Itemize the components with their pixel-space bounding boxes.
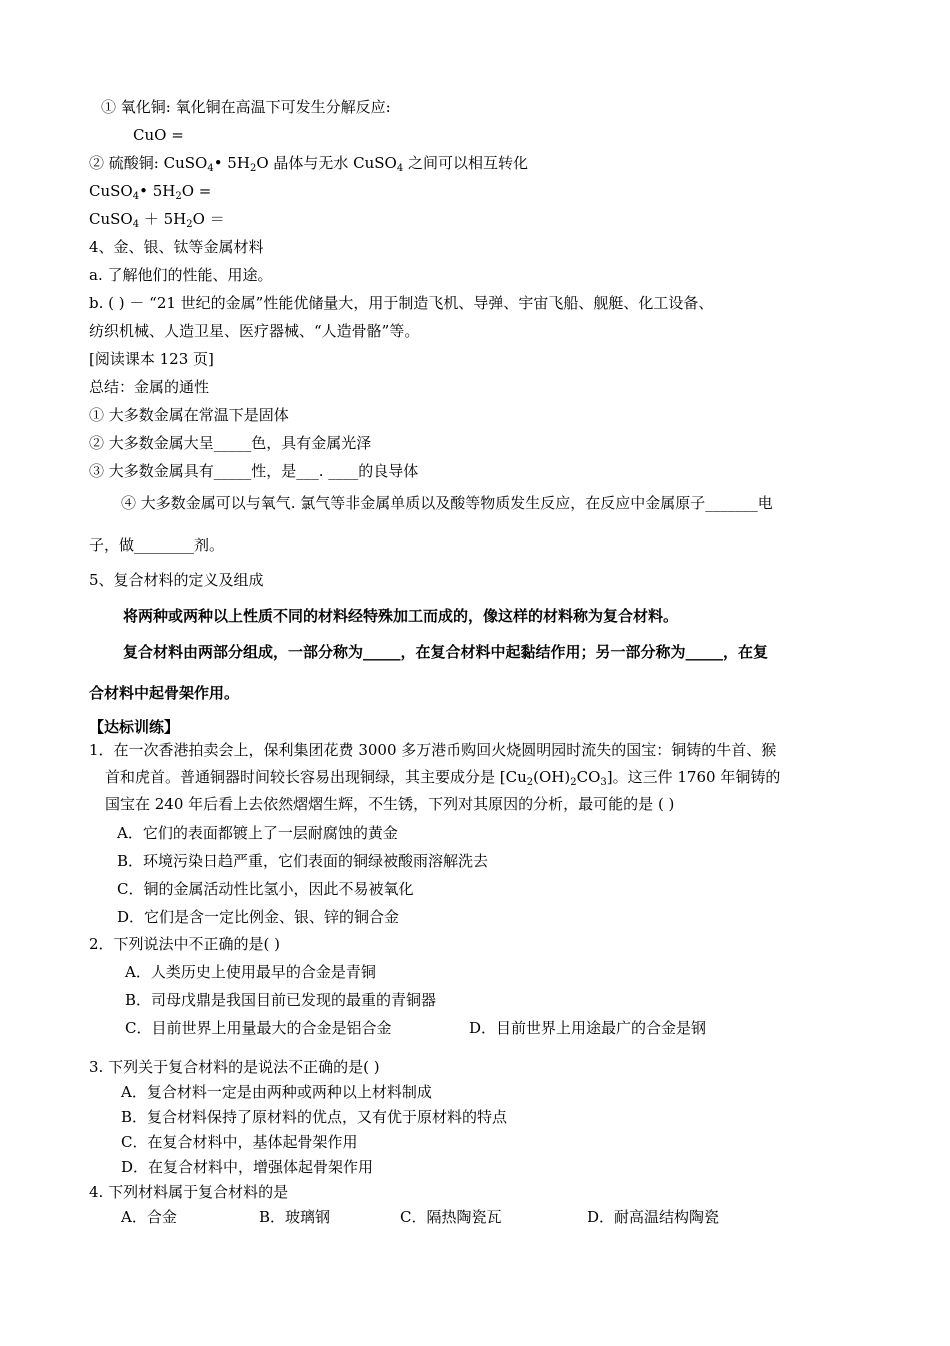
section-5-heading: 5、复合材料的定义及组成 xyxy=(89,571,264,589)
property-2: ② 大多数金属大呈_____色，具有金属光泽 xyxy=(89,434,372,452)
q3-option-b: B．复合材料保持了原材料的优点，又有优于原材料的特点 xyxy=(121,1108,508,1126)
q2-option-d: D．目前世界上用途最广的合金是钢 xyxy=(469,1019,707,1037)
q2-option-c: C．目前世界上用量最大的合金是铝合金 xyxy=(125,1019,392,1037)
q4-stem: 4. 下列材料属于复合材料的是 xyxy=(89,1183,289,1201)
summary-heading: 总结：金属的通性 xyxy=(89,378,210,396)
q3-option-c: C．在复合材料中，基体起骨架作用 xyxy=(121,1133,358,1151)
q1-option-d: D．它们是含一定比例金、银、锌的铜合金 xyxy=(117,908,400,926)
section-4-item-a: a. 了解他们的性能、用途。 xyxy=(89,266,273,284)
q2-stem: 2．下列说法中不正确的是( ) xyxy=(89,935,281,953)
cuo-title: ① 氧化铜: 氧化铜在高温下可发生分解反应: xyxy=(101,98,391,116)
q1-option-c: C．铜的金属活动性比氢小，因此不易被氧化 xyxy=(117,880,414,898)
composite-composition-line-1: 复合材料由两部分组成，一部分称为_____，在复合材料中起黏结作用；另一部分称为_____，在复 xyxy=(123,643,769,661)
q2-option-a: A．人类历史上使用最早的合金是青铜 xyxy=(125,963,376,981)
q1-stem-line-2: 首和虎首。普通铜器时间较长容易出现铜绿，其主要成分是 $[Cu_2(OH)_2CO_3]$。这三件 1760 年铜铸的 xyxy=(105,768,781,788)
property-1: ① 大多数金属在常温下是固体 xyxy=(89,406,289,424)
section-4-item-b-line-1: b. ( ) － “21 世纪的金属”性能优储量大，用于制造飞机、导弹、宇宙飞船、舰艇、化工设备、 xyxy=(89,294,714,312)
q3-option-a: A．复合材料一定是由两种或两种以上材料制成 xyxy=(121,1083,432,1101)
q4-option-a: A．合金 xyxy=(121,1208,177,1226)
reading-reference: [阅读课本 123 页] xyxy=(89,350,214,368)
section-4-heading: 4、金、银、钛等金属材料 xyxy=(89,238,264,256)
q2-option-b: B．司母戊鼎是我国目前已发现的最重的青铜器 xyxy=(125,991,437,1009)
cuso4-equation-1: CuSO$_4$• $5H_2O$ = xyxy=(89,182,212,202)
property-3: ③ 大多数金属具有_____性，是___. ____的良导体 xyxy=(89,462,419,480)
composite-composition-line-2: 合材料中起骨架作用。 xyxy=(89,684,240,702)
q1-option-a: A．它们的表面都镀上了一层耐腐蚀的黄金 xyxy=(117,824,398,842)
property-4-line-1: ④ 大多数金属可以与氧气. 氯气等非金属单质以及酸等物质发生反应，在反应中金属原子_______电 xyxy=(121,494,773,512)
q1-option-b: B．环境污染日趋严重，它们表面的铜绿被酸雨溶解洗去 xyxy=(117,852,489,870)
q4-option-d: D．耐高温结构陶瓷 xyxy=(587,1208,720,1226)
training-title: 【达标训练】 xyxy=(89,718,180,736)
q3-option-d: D．在复合材料中，增强体起骨架作用 xyxy=(121,1158,374,1176)
section-4-item-b-line-2: 纺织机械、人造卫星、医疗器械、“人造骨骼”等。 xyxy=(89,322,420,340)
property-4-line-2: 子，做________剂。 xyxy=(89,536,225,554)
cuso4-title: ② 硫酸铜: CuSO$_4$• $5H_2O$ 晶体与无水 CuSO$_4$ 之间可以相互转化 xyxy=(89,154,529,174)
cuo-equation: CuO = xyxy=(133,126,184,144)
q1-stem-line-3: 国宝在 240 年后看上去依然熠熠生辉，不生锈，下列对其原因的分析，最可能的是 ( ) xyxy=(105,795,675,813)
composite-definition: 将两种或两种以上性质不同的材料经特殊加工而成的，像这样的材料称为复合材料。 xyxy=(123,607,679,625)
q1-stem-line-1: 1．在一次香港拍卖会上，保利集团花费 3000 多万港币购回火烧圆明园时流失的国宝：铜铸的牛首、猴 xyxy=(89,741,777,759)
q4-option-b: B．玻璃钢 xyxy=(259,1208,331,1226)
q4-option-c: C．隔热陶瓷瓦 xyxy=(400,1208,502,1226)
q3-stem: 3. 下列关于复合材料的是说法不正确的是( ) xyxy=(89,1058,380,1076)
cuso4-equation-2: CuSO$_4$ ＋ $5H_2O$ ＝ xyxy=(89,210,225,230)
